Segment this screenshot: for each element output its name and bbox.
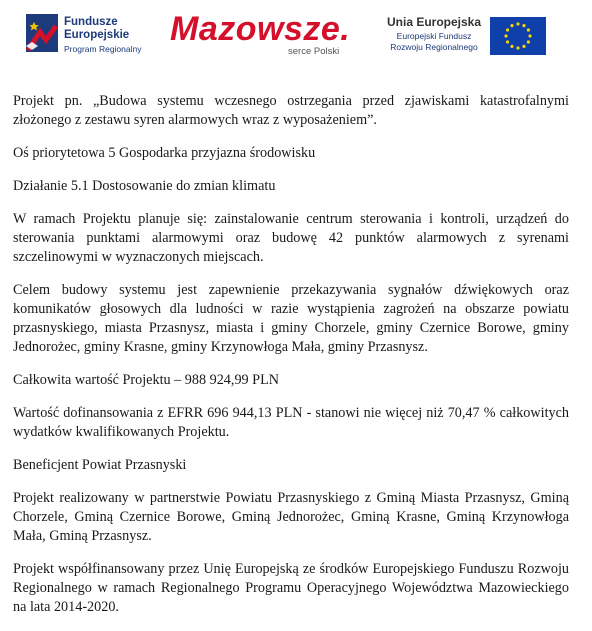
beneficiary: Beneficjent Powiat Przasnyski — [13, 457, 187, 473]
fundusze-europejskie-logo — [24, 12, 144, 58]
logo-bar — [0, 0, 592, 70]
ue-line1: Unia Europejska — [386, 15, 482, 29]
fundusze-line3: Program Regionalny — [64, 44, 142, 54]
fundusze-emblem-icon — [24, 12, 60, 54]
total-value: Całkowita wartość Projektu – 988 924,99 PLN — [13, 372, 279, 388]
project-goal: Celem budowy systemu jest zapewnienie przekazywania sygnałów dźwiękowych oraz komunikatów głosowych dla ludności w razie wystąpienia zagrożeń na obszarze powiatu przasnyskiego, miasta Przasnysz, miasta i gminy Chorzele, gminy Czernice Borowe, gminy Jednorożec, gminy Krasne, gminy Krzynowłoga Mała, gminy Przasnysz. — [13, 282, 569, 355]
unia-europejska-logo — [384, 12, 554, 58]
project-scope: W ramach Projektu planuje się: zainstalowanie centrum sterowania i kontroli, urządzeń do sterowania punktami alarmowymi oraz budowę 42 punktów alarmowych z syrenami szczelinowymi w wyznaczonych miejscach. — [13, 211, 569, 265]
mazowsze-logo — [170, 8, 360, 60]
priority-axis: Oś priorytetowa 5 Gospodarka przyjazna środowisku — [13, 145, 316, 161]
ue-line3: Rozwoju Regionalnego — [390, 42, 478, 52]
mazowsze-tagline: serce Polski — [288, 46, 340, 57]
cofinancing-note: Projekt współfinansowany przez Unię Europejską ze środków Europejskiego Funduszu Rozwoju Regionalnego w ramach Regionalnego Programu Operacyjnego Województwa Mazowieckiego na lata 2014-2020. — [13, 561, 569, 615]
funding-value: Wartość dofinansowania z EFRR 696 944,13 PLN - stanowi nie więcej niż 70,47 % całkowitych wydatków kwalifikowanych Projektu. — [13, 405, 569, 440]
fundusze-line2: Europejskie — [64, 29, 130, 41]
partnership: Projekt realizowany w partnerstwie Powiatu Przasnyskiego z Gminą Miasta Przasnysz, Gminą Chorzele, Gminą Czernice Borowe, Gminą Jednorożec, Gminą Krasne, Gminą Krzynowłoga Mała, Gminą Przasnysz. — [13, 490, 569, 544]
project-title: Projekt pn. „Budowa systemu wczesnego ostrzegania przed zjawiskami katastrofalnymi złożonego z zestawu syren alarmowych wraz z wyposażeniem”. — [13, 93, 569, 128]
fundusze-line1: Fundusze — [64, 16, 118, 28]
eu-flag-icon — [490, 17, 546, 55]
document-body — [13, 92, 569, 631]
measure: Działanie 5.1 Dostosowanie do zmian klimatu — [13, 178, 276, 194]
mazowsze-wordmark: Mazowsze. — [170, 10, 351, 48]
ue-line2: Europejski Fundusz — [396, 31, 472, 41]
